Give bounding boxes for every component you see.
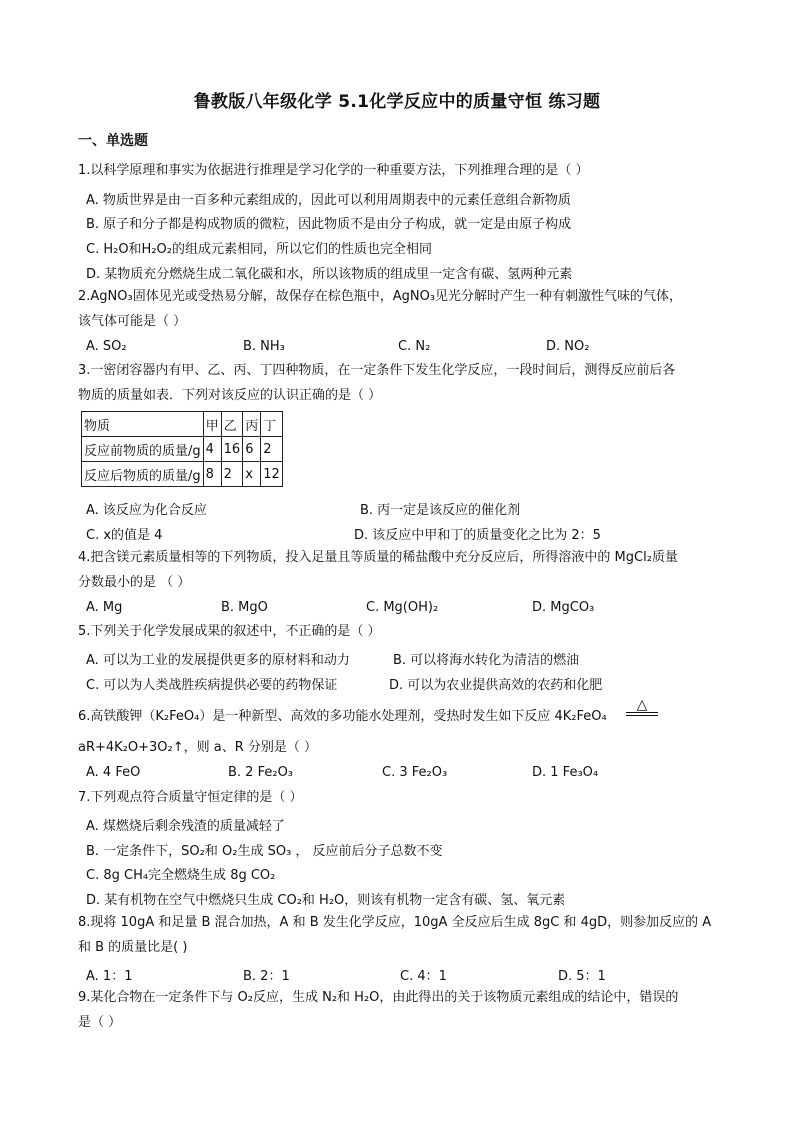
- question-5-option-b: B. 可以将海水转化为清洁的燃油: [393, 653, 580, 668]
- mass-table: [81, 411, 283, 487]
- question-1-option-c: C. H₂O和H₂O₂的组成元素相同，所以它们的性质也完全相同: [86, 242, 432, 257]
- question-5-option-c: C. 可以为人类战胜疾病提供必要的药物保证: [86, 678, 338, 693]
- question-8-stem-line1: 8.现将 10gA 和足量 B 混合加热，A 和 B 发生化学反应，10gA 全反应后生成 8gC 和 4gD，则参加反应的 A: [78, 915, 712, 930]
- table-cell: 8: [203, 462, 221, 487]
- question-1-option-d: D. 某物质充分燃烧生成二氧化碳和水，所以该物质的组成里一定含有碳、氢两种元素: [86, 267, 573, 282]
- question-2-option-c: C. N₂: [398, 339, 431, 354]
- equals-line-bottom: [626, 715, 658, 716]
- question-3-option-a: A. 该反应为化合反应: [86, 503, 207, 518]
- question-3-stem-line2: 物质的质量如表．下列对该反应的认识正确的是（ ）: [78, 388, 382, 403]
- question-3-stem-line1: 3.一密闭容器内有甲、乙、丙、丁四种物质，在一定条件下发生化学反应，一段时间后，测得反应前后各: [78, 363, 676, 378]
- question-6-option-a: A. 4 FeO: [86, 765, 141, 780]
- question-1-stem: 1.以科学原理和事实为依据进行推理是学习化学的一种重要方法，下列推理合理的是（ ）: [78, 163, 589, 178]
- question-9-stem-line2: 是（ ）: [78, 1015, 122, 1030]
- table-cell: 6: [243, 437, 261, 462]
- question-4-option-a: A. Mg: [86, 600, 123, 615]
- question-5-option-a: A. 可以为工业的发展提供更多的原材料和动力: [86, 653, 350, 668]
- table-cell: 4: [203, 437, 221, 462]
- table-row: [82, 462, 283, 487]
- table-header-cell: 甲: [203, 412, 221, 437]
- table-cell: 2: [261, 437, 283, 462]
- question-5-option-d: D. 可以为农业提供高效的农药和化肥: [389, 678, 603, 693]
- question-4-option-b: B. MgO: [221, 600, 268, 615]
- table-header-cell: 丁: [261, 412, 283, 437]
- question-6-stem-line2: aR+4K₂O+3O₂↑，则 a、R 分别是（ ）: [78, 740, 318, 755]
- table-cell: 12: [261, 462, 283, 487]
- table-row: [82, 412, 283, 437]
- question-2-stem-line2: 该气体可能是（ ）: [78, 314, 187, 329]
- question-8-option-a: A. 1：1: [86, 969, 133, 984]
- question-4-option-c: C. Mg(OH)₂: [366, 600, 439, 615]
- table-cell: 2: [221, 462, 243, 487]
- question-9-stem-line1: 9.某化合物在一定条件下与 O₂反应，生成 N₂和 H₂O，由此得出的关于该物质元素组成的结论中，错误的: [78, 990, 679, 1005]
- question-3-option-d: D. 该反应中甲和丁的质量变化之比为 2：5: [354, 528, 601, 543]
- question-7-option-b: B. 一定条件下，SO₂和 O₂生成 SO₃ ， 反应前后分子总数不变: [86, 844, 443, 859]
- heat-condition-arrow: [626, 697, 658, 716]
- question-8-option-c: C. 4：1: [400, 969, 447, 984]
- question-8-option-b: B. 2：1: [243, 969, 290, 984]
- question-8-stem-line2: 和 B 的质量比是( ): [78, 940, 188, 955]
- table-cell: 反应后物质的质量/g: [82, 462, 204, 487]
- question-6-option-c: C. 3 Fe₂O₃: [382, 765, 448, 780]
- question-4-stem-line1: 4.把含镁元素质量相等的下列物质，投入足量且等质量的稀盐酸中充分反应后，所得溶液中的 MgCl₂质量: [78, 550, 678, 565]
- table-cell: 16: [221, 437, 243, 462]
- question-6-option-b: B. 2 Fe₂O₃: [228, 765, 294, 780]
- question-7-option-d: D. 某有机物在空气中燃烧只生成 CO₂和 H₂O，则该有机物一定含有碳、氢、氧元素: [86, 893, 566, 908]
- question-6-stem-line1: 6.高铁酸钾（K₂FeO₄）是一种新型、高效的多功能水处理剂，受热时发生如下反应 4K₂FeO₄: [78, 709, 607, 724]
- question-3-option-b: B. 丙一定是该反应的催化剂: [360, 503, 521, 518]
- question-2-stem-line1: 2.AgNO₃固体见光或受热易分解，故保存在棕色瓶中，AgNO₃见光分解时产生一种有刺激性气味的气体，: [78, 289, 683, 304]
- table-row: [82, 437, 283, 462]
- question-8-option-d: D. 5：1: [558, 969, 606, 984]
- question-1-option-a: A. 物质世界是由一百多种元素组成的，因此可以利用周期表中的元素任意组合新物质: [86, 193, 571, 208]
- table-header-cell: 物质: [82, 412, 204, 437]
- page-title: 鲁教版八年级化学 5.1化学反应中的质量守恒 练习题: [193, 92, 601, 112]
- question-3-option-c: C. x的值是 4: [86, 528, 163, 543]
- question-7-option-a: A. 煤燃烧后剩余残渣的质量减轻了: [86, 819, 285, 834]
- question-7-stem: 7.下列观点符合质量守恒定律的是（ ）: [78, 790, 303, 805]
- table-header-cell: 丙: [243, 412, 261, 437]
- question-1-option-b: B. 原子和分子都是构成物质的微粒，因此物质不是由分子构成，就一定是由原子构成: [86, 217, 572, 232]
- question-2-option-a: A. SO₂: [86, 339, 127, 354]
- question-4-option-d: D. MgCO₃: [532, 600, 595, 615]
- table-header-cell: 乙: [221, 412, 243, 437]
- question-4-stem-line2: 分数最小的是 （ ）: [78, 575, 191, 590]
- question-5-stem: 5.下列关于化学发展成果的叙述中，不正确的是（ ）: [78, 624, 381, 639]
- question-2-option-d: D. NO₂: [546, 339, 590, 354]
- table-cell: 反应前物质的质量/g: [82, 437, 204, 462]
- section-heading: 一、单选题: [78, 133, 148, 149]
- heat-triangle-icon: △: [636, 697, 648, 713]
- question-7-option-c: C. 8g CH₄完全燃烧生成 8g CO₂: [86, 868, 276, 883]
- question-2-option-b: B. NH₃: [243, 339, 285, 354]
- table-cell: x: [243, 462, 261, 487]
- question-6-option-d: D. 1 Fe₃O₄: [532, 765, 599, 780]
